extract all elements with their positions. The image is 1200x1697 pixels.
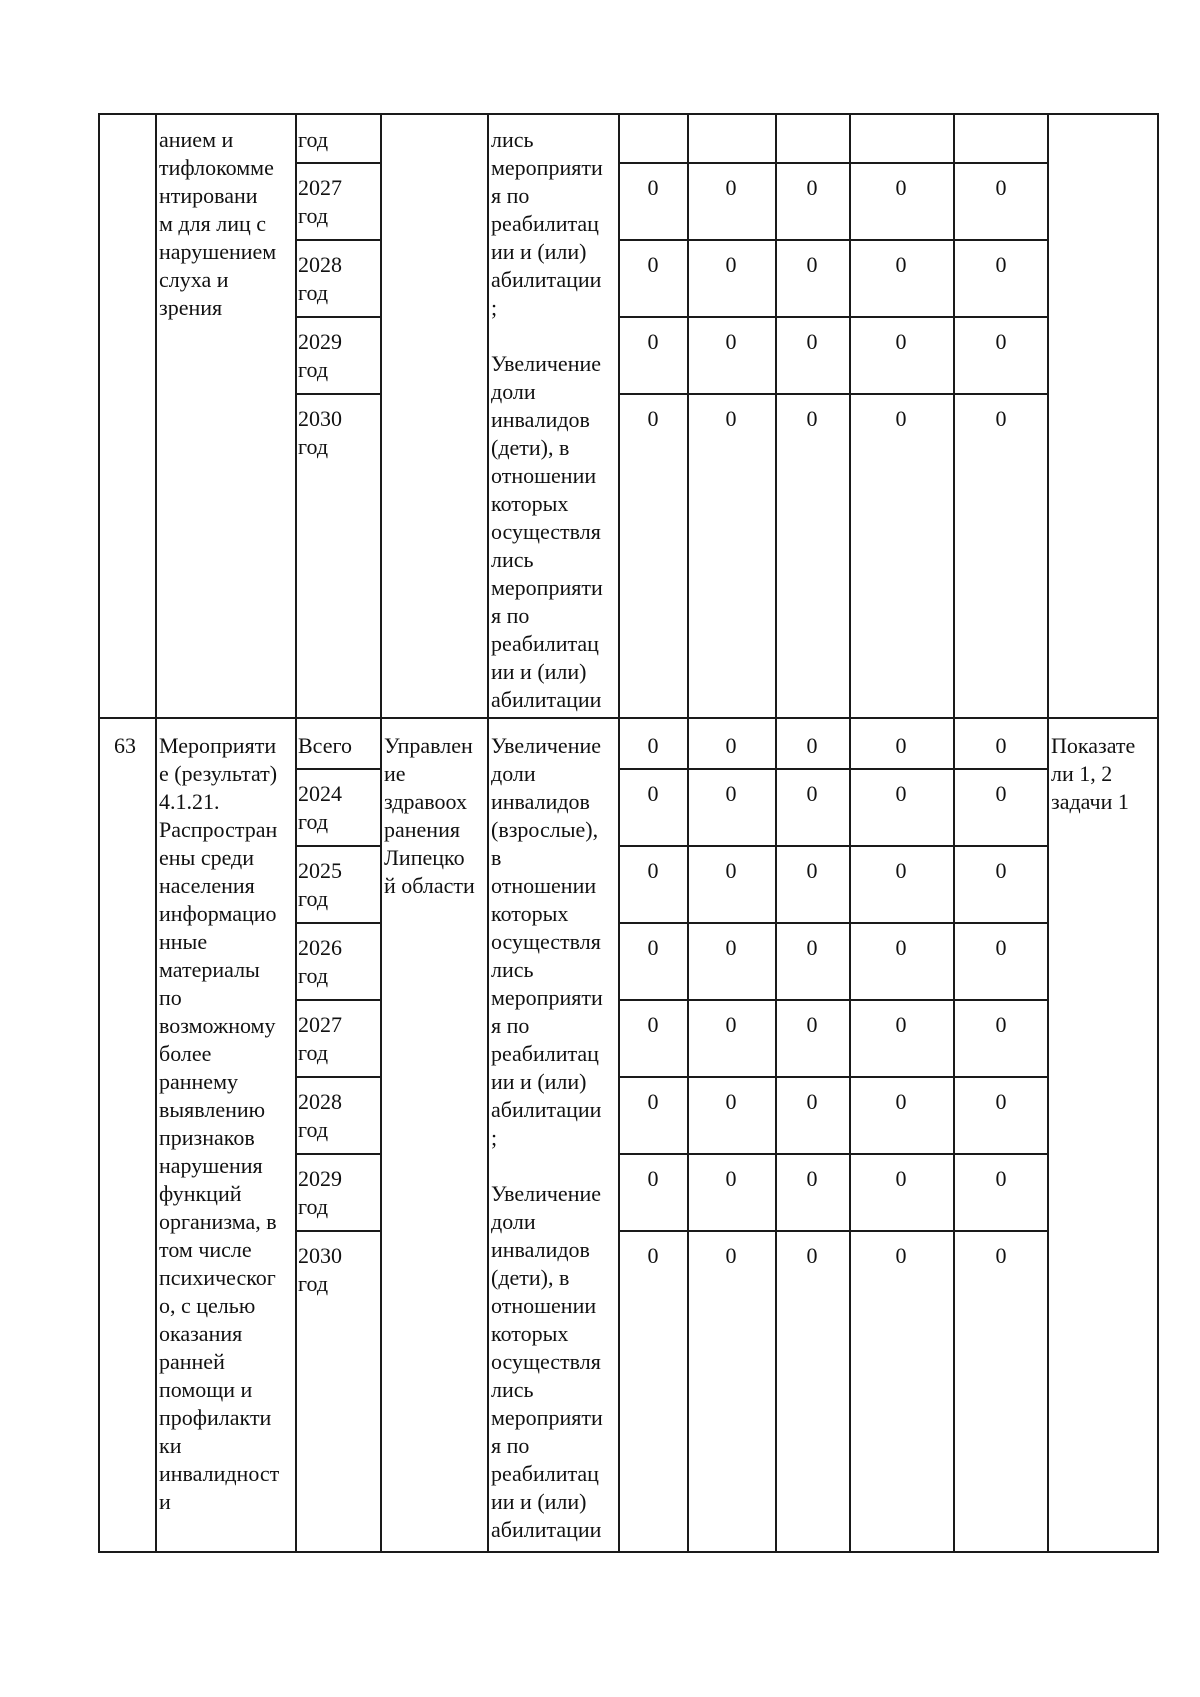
value-cell: 0	[725, 858, 737, 883]
result-line: доли	[491, 379, 536, 404]
result-line: реабилитац	[491, 631, 599, 656]
result-line: инвалидов	[491, 789, 590, 814]
result-line: доли	[491, 761, 536, 786]
value-cell: 0	[725, 1012, 737, 1037]
value-separator	[618, 316, 1047, 318]
col-line	[98, 113, 100, 1553]
value-cell: 0	[895, 858, 907, 883]
event-name-line: организма, в	[159, 1209, 277, 1234]
indicator-line: Показате	[1051, 733, 1136, 758]
year-label: год	[298, 127, 329, 152]
value-cell: 0	[725, 781, 737, 806]
event-name-line: материалы	[159, 957, 260, 982]
col-line	[295, 113, 297, 1553]
year-label: 2024	[298, 781, 342, 806]
result-line: абилитации	[491, 1097, 602, 1122]
year-label: год	[298, 434, 329, 459]
result-line: ;	[491, 295, 498, 320]
event-name-line: оказания	[159, 1321, 243, 1346]
value-cell: 0	[725, 252, 737, 277]
year-label: 2027	[298, 175, 342, 200]
col-line	[1047, 113, 1049, 1553]
value-separator	[618, 239, 1047, 241]
event-name-line: информацио	[159, 901, 277, 926]
value-separator	[618, 768, 1047, 770]
result-line: ии и (или)	[491, 659, 587, 684]
event-name-line: том числе	[159, 1237, 252, 1262]
value-cell: 0	[647, 329, 659, 354]
value-cell: 0	[806, 1166, 818, 1191]
event-name-line: зрения	[159, 295, 223, 320]
result-line: осуществля	[491, 519, 601, 544]
result-line: я по	[491, 183, 530, 208]
event-name-line: о, с целью	[159, 1293, 256, 1318]
result-line: осуществля	[491, 1349, 601, 1374]
result-line: (дети), в	[491, 435, 570, 460]
table-top-border	[98, 113, 1159, 115]
row-number: 63	[114, 733, 136, 758]
col-line	[1157, 113, 1159, 1553]
value-cell: 0	[647, 1166, 659, 1191]
value-cell: 0	[647, 935, 659, 960]
executor-line: ранения	[384, 817, 460, 842]
value-cell: 0	[895, 329, 907, 354]
result-line: в	[491, 845, 502, 870]
result-line: лись	[491, 1377, 534, 1402]
event-name-line: е (результат)	[159, 761, 278, 786]
value-cell: 0	[647, 1012, 659, 1037]
value-cell: 0	[806, 175, 818, 200]
value-cell: 0	[725, 935, 737, 960]
event-name-line: нарушения	[159, 1153, 263, 1178]
value-cell: 0	[806, 329, 818, 354]
event-name-line: функций	[159, 1181, 242, 1206]
result-line: ии и (или)	[491, 239, 587, 264]
value-cell: 0	[995, 935, 1007, 960]
year-separator	[295, 845, 380, 847]
year-label: год	[298, 1194, 329, 1219]
value-cell: 0	[725, 329, 737, 354]
year-label: год	[298, 1040, 329, 1065]
event-name-line: возможному	[159, 1013, 276, 1038]
value-cell: 0	[895, 252, 907, 277]
result-line: реабилитац	[491, 211, 599, 236]
value-separator	[618, 393, 1047, 395]
value-cell: 0	[995, 252, 1007, 277]
value-cell: 0	[725, 406, 737, 431]
event-name-line: более	[159, 1041, 212, 1066]
value-separator	[618, 999, 1047, 1001]
result-line: Увеличение	[491, 351, 602, 376]
year-separator	[295, 393, 380, 395]
result-line: (взрослые),	[491, 817, 599, 842]
result-line: я по	[491, 1013, 530, 1038]
value-cell: 0	[895, 1012, 907, 1037]
year-separator	[295, 768, 380, 770]
result-line: мероприяти	[491, 155, 603, 180]
value-cell: 0	[806, 406, 818, 431]
event-name-line: помощи и	[159, 1377, 253, 1402]
value-cell: 0	[806, 1089, 818, 1114]
result-line: абилитации	[491, 267, 602, 292]
col-line	[618, 113, 620, 1553]
event-name-line: ранней	[159, 1349, 225, 1374]
event-name-line: м для лиц с	[159, 211, 267, 236]
year-separator	[295, 162, 380, 164]
result-line: абилитации	[491, 687, 602, 712]
year-separator	[295, 999, 380, 1001]
value-cell: 0	[725, 733, 737, 758]
value-cell: 0	[995, 1012, 1007, 1037]
value-cell: 0	[647, 252, 659, 277]
col-line	[953, 113, 955, 1553]
col-line	[155, 113, 157, 1553]
table-bottom-border	[98, 1551, 1159, 1553]
value-separator	[618, 922, 1047, 924]
result-line: ;	[491, 1125, 498, 1150]
event-name-line: ены среди	[159, 845, 255, 870]
result-line: отношении	[491, 873, 597, 898]
event-name-line: профилакти	[159, 1405, 272, 1430]
event-name-line: инвалидност	[159, 1461, 280, 1486]
result-line: доли	[491, 1209, 536, 1234]
year-separator	[295, 922, 380, 924]
event-name-line: 4.1.21.	[159, 789, 220, 814]
result-line: осуществля	[491, 929, 601, 954]
year-label: 2028	[298, 1089, 342, 1114]
result-line: мероприяти	[491, 1405, 603, 1430]
event-name-line: по	[159, 985, 182, 1010]
value-cell: 0	[995, 329, 1007, 354]
event-name-line: нные	[159, 929, 208, 954]
year-separator	[295, 316, 380, 318]
event-name-line: и	[159, 1489, 171, 1514]
year-label: Всего	[298, 733, 352, 758]
executor-line: ие	[384, 761, 406, 786]
year-label: 2027	[298, 1012, 342, 1037]
value-separator	[618, 1230, 1047, 1232]
result-line: мероприяти	[491, 985, 603, 1010]
executor-line: Управлен	[384, 733, 473, 758]
col-line	[775, 113, 777, 1553]
year-label: год	[298, 963, 329, 988]
value-cell: 0	[725, 1166, 737, 1191]
value-cell: 0	[647, 1243, 659, 1268]
value-cell: 0	[806, 1243, 818, 1268]
event-name-line: психическог	[159, 1265, 276, 1290]
event-name-line: слуха и	[159, 267, 229, 292]
executor-line: Липецко	[384, 845, 465, 870]
value-cell: 0	[806, 733, 818, 758]
result-line: Увеличение	[491, 733, 602, 758]
col-line	[687, 113, 689, 1553]
result-line: которых	[491, 1321, 569, 1346]
value-cell: 0	[725, 175, 737, 200]
result-line: мероприяти	[491, 575, 603, 600]
value-cell: 0	[647, 858, 659, 883]
year-label: год	[298, 1117, 329, 1142]
result-line: я по	[491, 603, 530, 628]
result-line: отношении	[491, 463, 597, 488]
value-cell: 0	[895, 1166, 907, 1191]
executor-line: й области	[384, 873, 475, 898]
value-cell: 0	[895, 733, 907, 758]
year-label: год	[298, 886, 329, 911]
event-name-line: ки	[159, 1433, 182, 1458]
value-cell: 0	[806, 781, 818, 806]
result-line: лись	[491, 127, 534, 152]
value-cell: 0	[806, 252, 818, 277]
event-name-line: Распростран	[159, 817, 278, 842]
value-cell: 0	[895, 175, 907, 200]
value-cell: 0	[995, 1089, 1007, 1114]
indicator-line: ли 1, 2	[1051, 761, 1113, 786]
col-line	[380, 113, 382, 1553]
event-name-line: нарушением	[159, 239, 277, 264]
value-separator	[618, 1153, 1047, 1155]
col-line	[487, 113, 489, 1553]
value-cell: 0	[995, 1243, 1007, 1268]
year-label: 2025	[298, 858, 342, 883]
value-cell: 0	[995, 1166, 1007, 1191]
year-label: 2028	[298, 252, 342, 277]
value-cell: 0	[995, 733, 1007, 758]
value-cell: 0	[895, 781, 907, 806]
year-separator	[295, 1076, 380, 1078]
value-cell: 0	[647, 406, 659, 431]
result-line: Увеличение	[491, 1181, 602, 1206]
value-separator	[618, 845, 1047, 847]
result-line: лись	[491, 547, 534, 572]
year-separator	[295, 1153, 380, 1155]
value-cell: 0	[995, 406, 1007, 431]
value-cell: 0	[725, 1243, 737, 1268]
event-name-line: Мероприяти	[159, 733, 277, 758]
result-line: ии и (или)	[491, 1069, 587, 1094]
year-separator	[295, 239, 380, 241]
value-cell: 0	[995, 858, 1007, 883]
event-name-line: тифлокомме	[159, 155, 274, 180]
value-cell: 0	[995, 175, 1007, 200]
result-line: лись	[491, 957, 534, 982]
result-line: я по	[491, 1433, 530, 1458]
value-cell: 0	[895, 1243, 907, 1268]
year-label: год	[298, 809, 329, 834]
value-cell: 0	[806, 1012, 818, 1037]
row-separator	[98, 717, 1159, 719]
year-label: год	[298, 280, 329, 305]
year-label: 2030	[298, 1243, 342, 1268]
result-line: реабилитац	[491, 1041, 599, 1066]
result-line: которых	[491, 491, 569, 516]
result-line: реабилитац	[491, 1461, 599, 1486]
value-cell: 0	[895, 1089, 907, 1114]
event-name-line: населения	[159, 873, 255, 898]
value-cell: 0	[895, 935, 907, 960]
result-line: (дети), в	[491, 1265, 570, 1290]
value-separator	[618, 1076, 1047, 1078]
result-line: которых	[491, 901, 569, 926]
event-name-line: раннему	[159, 1069, 238, 1094]
year-label: год	[298, 1271, 329, 1296]
year-label: 2026	[298, 935, 342, 960]
value-cell: 0	[647, 733, 659, 758]
year-label: год	[298, 357, 329, 382]
event-name-line: выявлению	[159, 1097, 266, 1122]
result-line: абилитации	[491, 1517, 602, 1542]
col-line	[849, 113, 851, 1553]
value-cell: 0	[895, 406, 907, 431]
indicator-line: задачи 1	[1051, 789, 1129, 814]
event-name-line: признаков	[159, 1125, 255, 1150]
value-cell: 0	[647, 175, 659, 200]
event-name-line: анием и	[159, 127, 234, 152]
year-label: 2030	[298, 406, 342, 431]
value-cell: 0	[647, 781, 659, 806]
year-label: год	[298, 203, 329, 228]
executor-line: здравоох	[384, 789, 467, 814]
value-cell: 0	[806, 858, 818, 883]
event-name-line: нтировани	[159, 183, 258, 208]
value-cell: 0	[647, 1089, 659, 1114]
result-line: отношении	[491, 1293, 597, 1318]
year-label: 2029	[298, 1166, 342, 1191]
value-cell: 0	[806, 935, 818, 960]
year-label: 2029	[298, 329, 342, 354]
value-cell: 0	[995, 781, 1007, 806]
result-line: инвалидов	[491, 1237, 590, 1262]
result-line: ии и (или)	[491, 1489, 587, 1514]
result-line: инвалидов	[491, 407, 590, 432]
year-separator	[295, 1230, 380, 1232]
value-separator	[618, 162, 1047, 164]
value-cell: 0	[725, 1089, 737, 1114]
